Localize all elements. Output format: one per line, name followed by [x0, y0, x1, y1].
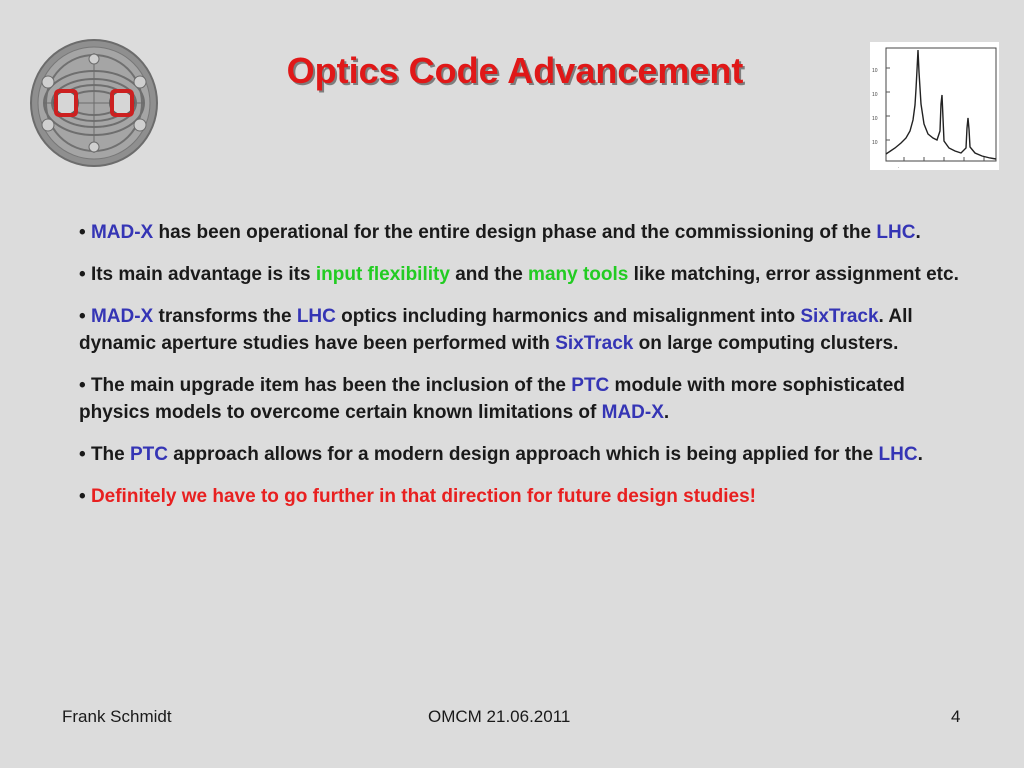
bullet-item: • MAD-X transforms the LHC optics including harmonics and misalignment into SixTrack. All dynamic aperture studies have been performed with SixTrack on large computing clusters.	[79, 306, 913, 354]
bullet-item: • The main upgrade item has been the inclusion of the PTC module with more sophisticated physics models to overcome certain known limitations of MAD-X.	[79, 375, 905, 423]
bullet-item: • Definitely we have to go further in that direction for future design studies!	[79, 486, 756, 507]
svg-text:10: 10	[872, 68, 878, 74]
svg-text:10: 10	[872, 140, 878, 146]
magnet-cross-section-icon	[28, 37, 160, 169]
spectrum-plot-icon	[870, 42, 999, 170]
bullet-item: • The PTC approach allows for a modern design approach which is being applied for the LHC.	[79, 444, 923, 465]
bullet-item: • Its main advantage is its input flexibility and the many tools like matching, error assignment etc.	[79, 264, 959, 285]
bullet-list	[79, 219, 969, 525]
svg-text:10: 10	[872, 116, 878, 122]
svg-text:.: .	[898, 164, 900, 170]
footer-event: OMCM 21.06.2011	[428, 707, 571, 726]
footer-page-number: 4	[951, 707, 961, 726]
svg-text:10: 10	[872, 92, 878, 98]
slide-title: Optics Code Advancement	[286, 50, 744, 91]
bullet-item: • MAD-X has been operational for the entire design phase and the commissioning of the LHC.	[79, 222, 921, 243]
footer-author: Frank Schmidt	[62, 707, 172, 726]
